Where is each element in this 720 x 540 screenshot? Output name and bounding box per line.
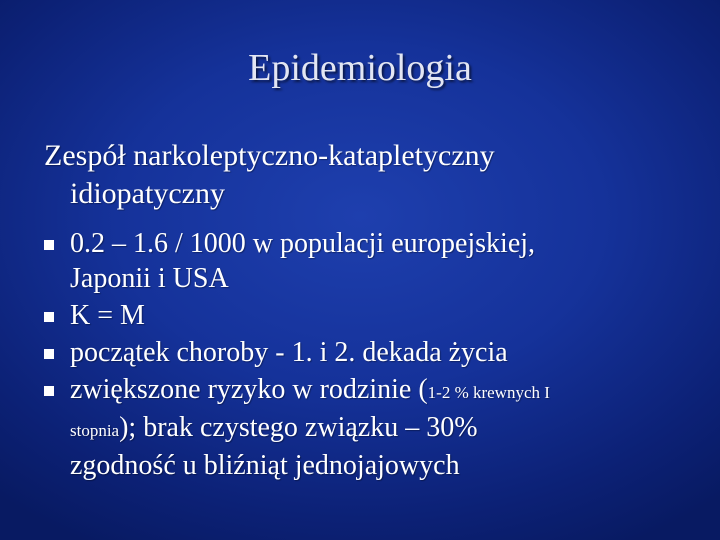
square-bullet-icon [44, 312, 54, 322]
bullet-text-small-a: 1-2 % krewnych I [427, 383, 550, 402]
bullet-text-small-b: stopnia [70, 421, 120, 440]
bullet-item-prevalence [44, 226, 704, 296]
bullet-item-onset [44, 335, 704, 370]
slide-title: Epidemiologia [248, 47, 472, 89]
square-bullet-icon [44, 386, 54, 396]
bullet-text-line-2: Japonii i USA [70, 263, 229, 294]
bullet-item-family-risk [44, 372, 704, 483]
bullet-text-c: zgodność u bliźniąt jednojajowych [70, 450, 460, 481]
heading-line-2: idiopatyczny [70, 177, 225, 210]
bullet-text-b: ); brak czystego związku – 30% [119, 412, 478, 443]
bullet-list [44, 226, 704, 485]
bullet-text-a: zwiększone ryzyko w rodzinie ( [70, 374, 428, 405]
heading-line-1: Zespół narkoleptyczno-katapletyczny [44, 139, 495, 172]
bullet-text: początek choroby - 1. i 2. dekada życia [70, 337, 508, 368]
bullet-text: K = M [70, 300, 145, 331]
square-bullet-icon [44, 349, 54, 359]
bullet-item-sex-ratio [44, 298, 704, 333]
square-bullet-icon [44, 240, 54, 250]
slide-heading [44, 137, 684, 213]
bullet-text-line-1: 0.2 – 1.6 / 1000 w populacji europejskiej, [70, 228, 536, 259]
